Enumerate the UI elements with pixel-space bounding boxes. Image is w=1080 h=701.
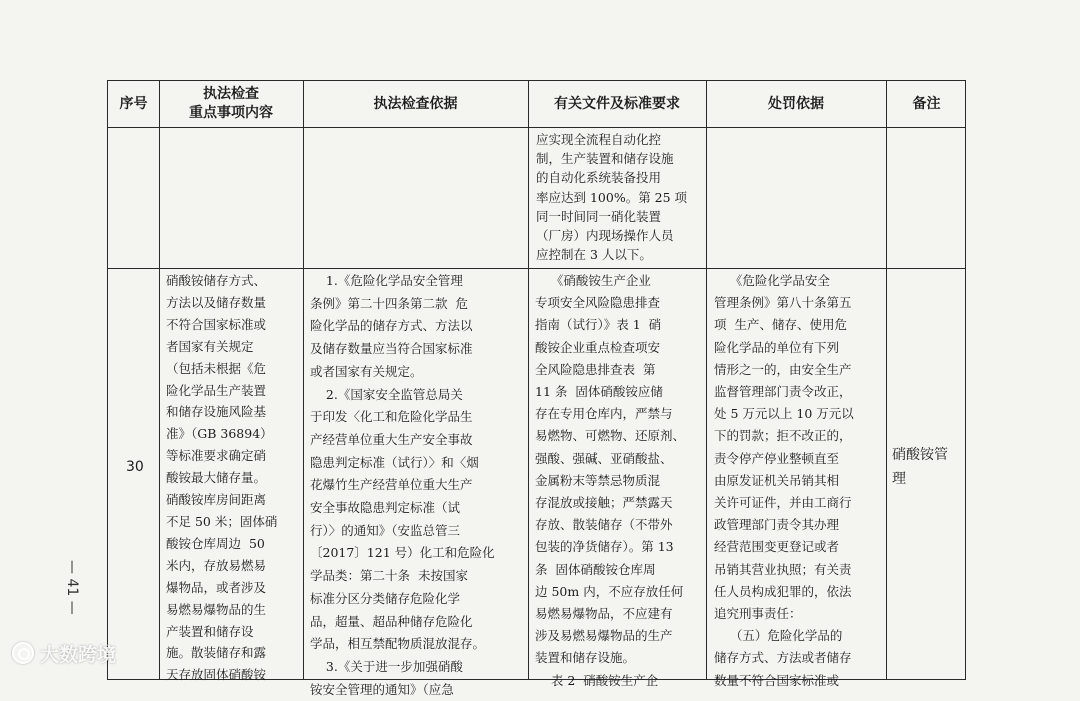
row-number: 30 bbox=[126, 459, 144, 475]
column-divider bbox=[159, 81, 160, 679]
column-divider bbox=[303, 81, 304, 679]
column-divider bbox=[706, 81, 707, 679]
row30-standards: 《硝酸铵生产企业 专项安全风险隐患排查 指南（试行）》表 1 硝 酸铵企业重点检查项安 全风险隐患排查表 第 11 条 固体硝酸铵应储 存在专用仓库内，严禁与 易燃物、可燃物、还原剂、 强酸、强碱、亚硝酸盐、 金属粉末等禁忌物质混 存混放或接触；严禁露天 存放、散装储存（不带外 包装的净货储存）。第 13 条 固体硝酸铵仓库周 边 50m 内，不应存放任何 易燃易爆物品，不应建有 涉及易燃易爆物品的生产 装置和储存设施。 表 2 硝酸铵生产企 bbox=[535, 273, 686, 688]
header-divider bbox=[108, 127, 965, 128]
header-standards: 有关文件及标准要求 bbox=[554, 95, 680, 112]
header-serial: 序号 bbox=[119, 95, 148, 112]
header-remarks: 备注 bbox=[912, 95, 941, 112]
column-divider bbox=[528, 81, 529, 679]
prev-row-standards: 应实现全流程自动化控 制，生产装置和储存设施 的自动化系统装备投用 率应达到 100%。第 25 项 同一时间同一硝化装置 （厂房）内现场操作人员 应控制在 3 人以下。 bbox=[536, 132, 688, 263]
column-divider bbox=[886, 81, 887, 679]
header-penalty-basis: 处罚依据 bbox=[768, 95, 824, 112]
header-inspection-items: 执法检查 重点事项内容 bbox=[189, 86, 273, 121]
enforcement-table bbox=[107, 80, 966, 697]
page-number: — 41 — bbox=[64, 560, 80, 615]
row-divider bbox=[108, 268, 965, 269]
row30-inspection-content: 硝酸铵储存方式、 方法以及储存数量 不符合国家标准或 者国家有关规定 （包括未根据《危 险化学品生产装置 和储存设施风险基 准》（GB 36894） 等标准要求确定硝 酸铵最大储存量。 硝酸铵库房间距离 不足 50 米；固体硝 酸铵仓库周边 50 米内，存放易燃易 爆物品，或者涉及 易燃易爆物品的生 产装置和储存设 施。散装储存和露 天存放固体硝酸铵 bbox=[166, 273, 278, 683]
row30-inspection-basis: 1.《危险化学品安全管理 条例》第二十四条第二款 危 险化学品的储存方式、方法以 及储存数量应当符合国家标准 或者国家有关规定。 2.《国家安全监管总局关 于印发〈化工和危险化学品生 产经营单位重大生产安全事故 隐患判定标准（试行）〉和〈烟 花爆竹生产经营单位重大生产 安全事故隐患判定标准（试 行）〉的通知》（安监总管三 〔2017〕121 号）化工和危险化 学品类：第二十条 未按国家 标准分区分类储存危险化学 品，超量、超品种储存危险化 学品，相互禁配物质混放混存。 3.《关于进一步加强硝酸 铵安全管理的通知》（应急 bbox=[310, 273, 495, 697]
row30-penalty-basis: 《危险化学品安全 管理条例》第八十条第五 项 生产、储存、使用危 险化学品的单位有下列 情形之一的，由安全生产 监督管理部门责令改正， 处 5 万元以上 10 万元以 下的罚款；拒不改正的， 责令停产停业整顿直至 由原发证机关吊销其相 关许可证件，并由工商行 政管理部门责令其办理 经营范围变更登记或者 吊销其营业执照；有关责 任人员构成犯罪的，依法 追究刑事责任： （五）危险化学品的 储存方式、方法或者储存 数量不符合国家标准或 bbox=[714, 273, 854, 688]
row30-remarks: 硝酸铵管 理 bbox=[892, 447, 948, 487]
watermark-text: 大数跨境 bbox=[40, 643, 117, 666]
watermark bbox=[12, 640, 116, 666]
brand-logo-icon bbox=[12, 642, 34, 664]
header-inspection-basis: 执法检查依据 bbox=[373, 95, 458, 112]
